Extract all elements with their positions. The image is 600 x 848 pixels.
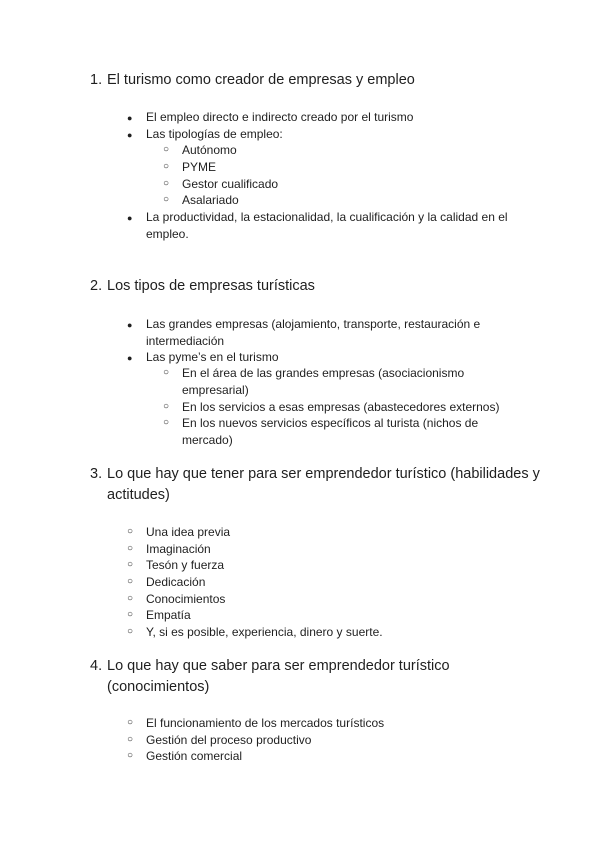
bullet-circle-icon: ○ — [127, 626, 134, 637]
bullet-disc-icon: ● — [127, 113, 133, 123]
list-item — [127, 574, 527, 591]
list-item — [127, 209, 527, 242]
list-item — [127, 126, 527, 143]
bullet-circle-icon: ○ — [127, 526, 134, 537]
bullet-circle-icon: ○ — [163, 178, 170, 189]
list-item-text: En los servicios a esas empresas (abastecedores externos) — [182, 400, 500, 414]
list-item — [163, 365, 503, 398]
list-item-text: Las tipologías de empleo: — [146, 127, 283, 141]
bullet-circle-icon: ○ — [163, 144, 170, 155]
list-item — [127, 607, 527, 624]
list-item-text: Imaginación — [146, 542, 211, 556]
list-item-text: Asalariado — [182, 193, 239, 207]
list-item — [127, 316, 527, 349]
list-item — [127, 715, 527, 732]
list-item — [163, 176, 523, 193]
section-number: 1. — [90, 72, 103, 88]
list-item — [163, 142, 523, 159]
list-item-text: Autónomo — [182, 143, 237, 157]
list-item — [127, 109, 527, 126]
list-item-text: Gestión comercial — [146, 749, 243, 763]
section-title: Lo que hay que tener para ser emprendedor turístico (habilidades y actitudes) — [107, 466, 540, 503]
section-number: 3. — [90, 466, 103, 482]
list-item-text: En el área de las grandes empresas (asociacionismo empresarial) — [182, 366, 465, 397]
bullet-circle-icon: ○ — [127, 750, 134, 761]
list-item-text: El empleo directo e indirecto creado por el turismo — [146, 110, 414, 124]
bullet-circle-icon: ○ — [127, 559, 134, 570]
list-item — [127, 557, 527, 574]
list-item — [127, 524, 527, 541]
list-item — [163, 159, 523, 176]
list-item-text: Las grandes empresas (alojamiento, transporte, restauración e intermediación — [146, 317, 481, 348]
list-item-text: Gestión del proceso productivo — [146, 733, 312, 747]
bullet-circle-icon: ○ — [163, 417, 170, 428]
bullet-disc-icon: ● — [127, 320, 133, 330]
list-item-text: Tesón y fuerza — [146, 558, 225, 572]
list-item — [127, 591, 527, 608]
list-item-text: Una idea previa — [146, 525, 231, 539]
list-item — [127, 349, 527, 366]
bullet-circle-icon: ○ — [163, 401, 170, 412]
bullet-circle-icon: ○ — [127, 593, 134, 604]
list-item-text: Las pyme’s en el turismo — [146, 350, 279, 364]
list-item-text: PYME — [182, 160, 217, 174]
section-title: El turismo como creador de empresas y empleo — [107, 72, 415, 88]
list-item-text: Dedicación — [146, 575, 206, 589]
bullet-circle-icon: ○ — [127, 734, 134, 745]
list-item — [127, 541, 527, 558]
bullet-circle-icon: ○ — [163, 367, 170, 378]
list-item — [163, 192, 523, 209]
bullet-circle-icon: ○ — [163, 194, 170, 205]
list-item-text: El funcionamiento de los mercados turísticos — [146, 716, 385, 730]
section-3-heading — [90, 464, 540, 506]
bullet-disc-icon: ● — [127, 130, 133, 140]
list-item — [127, 748, 527, 765]
list-item-text: Conocimientos — [146, 592, 226, 606]
list-item — [127, 624, 547, 641]
bullet-circle-icon: ○ — [163, 161, 170, 172]
list-item-text: Y, si es posible, experiencia, dinero y suerte. — [146, 625, 383, 639]
bullet-disc-icon: ● — [127, 353, 133, 363]
list-item-text: En los nuevos servicios específicos al turista (nichos de mercado) — [182, 416, 479, 447]
section-number: 2. — [90, 278, 103, 294]
section-1-heading — [90, 70, 540, 91]
section-title: Lo que hay que saber para ser emprendedor turístico (conocimientos) — [107, 658, 450, 695]
list-item — [127, 732, 527, 749]
list-item — [163, 399, 523, 416]
list-item-text: Empatía — [146, 608, 191, 622]
bullet-circle-icon: ○ — [127, 576, 134, 587]
section-number: 4. — [90, 658, 103, 674]
list-item-text: Gestor cualificado — [182, 177, 279, 191]
section-2-heading — [90, 276, 540, 297]
bullet-circle-icon: ○ — [127, 717, 134, 728]
list-item — [163, 415, 493, 448]
bullet-circle-icon: ○ — [127, 609, 134, 620]
list-item-text: La productividad, la estacionalidad, la cualificación y la calidad en el empleo. — [146, 210, 508, 241]
section-title: Los tipos de empresas turísticas — [107, 278, 315, 294]
section-4-heading — [90, 656, 540, 698]
bullet-circle-icon: ○ — [127, 543, 134, 554]
bullet-disc-icon: ● — [127, 213, 133, 223]
